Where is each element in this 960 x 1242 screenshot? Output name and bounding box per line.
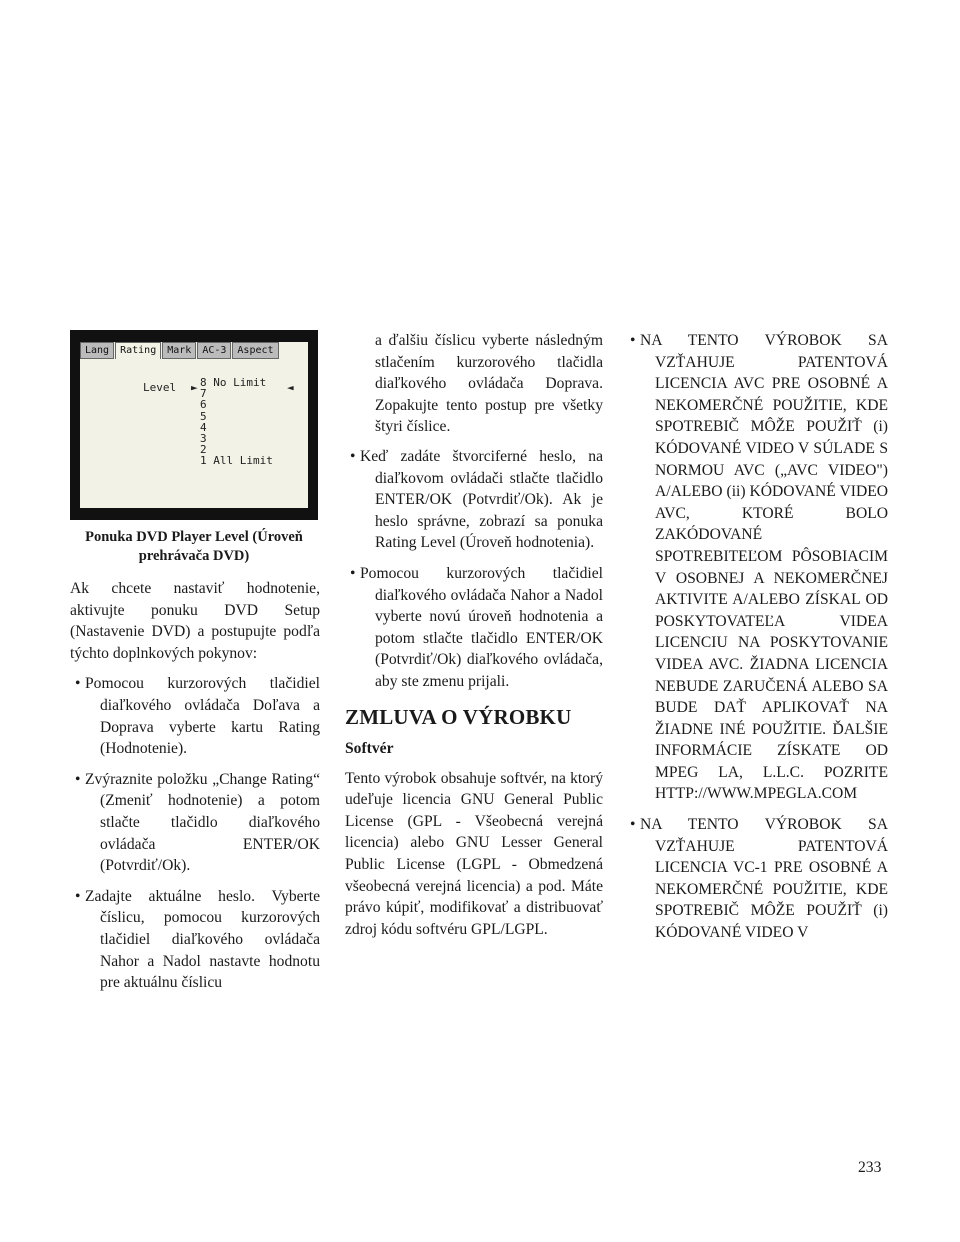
level-item: 6 bbox=[200, 398, 207, 412]
tab-ac3: AC-3 bbox=[197, 342, 231, 359]
list-item: • Keď zadáte štvorciferné heslo, na diaľkovom ovládači stlačte tlačidlo ENTER/OK (Potvrdiť/Ok). Ak je heslo správne, zobrazí sa ponuka Rating Level (Úroveň hodnotenia). bbox=[345, 446, 603, 554]
page-number: 233 bbox=[858, 1159, 882, 1176]
level-item: 3 bbox=[200, 432, 207, 446]
figure-caption: Ponuka DVD Player Level (Úroveň prehrávača DVD) bbox=[85, 529, 303, 564]
tab-mark: Mark bbox=[162, 342, 196, 359]
level-list bbox=[200, 377, 273, 467]
license-list bbox=[625, 330, 888, 944]
level-item: 1 All Limit bbox=[200, 454, 273, 468]
list-item-continuation: a ďalšiu číslicu vyberte následným stlačením kurzorového tlačidla diaľkového ovládača Doprava. Zopakujte tento postup pre všetky štyri číslice. bbox=[375, 332, 603, 436]
tab-lang: Lang bbox=[80, 342, 114, 359]
level-label: Level bbox=[143, 381, 177, 394]
selector-right-icon: ► bbox=[191, 381, 198, 394]
instruction-list bbox=[70, 673, 320, 993]
dvd-screen-panel bbox=[80, 342, 308, 508]
selector-left-icon: ◄ bbox=[287, 381, 294, 394]
level-item: 2 bbox=[200, 443, 207, 457]
list-item: • Zvýraznite položku „Change Rating“ (Zmeniť hodnotenie) a potom stlačte tlačidlo diaľkového ovládača ENTER/OK (Potvrdiť/Ok). bbox=[70, 769, 320, 877]
level-item: 4 bbox=[200, 420, 207, 434]
left-column bbox=[70, 330, 320, 1003]
software-paragraph: Tento výrobok obsahuje softvér, na ktorý udeľuje licencia GNU General Public License (GPL - Všeobecná verejná licencia) alebo GNU Lesser General Public License (LGPL - Obmedzená všeobecná verejná licencia) a pod. Máte právo kúpiť, modifikovať a distribuovať zdroj kódu softvéru GPL/LGPL. bbox=[345, 769, 603, 938]
list-item: • NA TENTO VÝROBOK SA VZŤAHUJE PATENTOVÁ LICENCIA VC-1 PRE OSOBNÉ A NEKOMERČNÉ POUŽITIE, KDE SPOTREBIČ MÔŽE POUŽIŤ (i) KÓDOVANÉ VIDEO V bbox=[625, 814, 888, 944]
list-item: • Pomocou kurzorových tlačidiel diaľkového ovládača Nahor a Nadol vyberte novú úroveň hodnotenia a potom stlačte tlačidlo ENTER/OK (Potvrdiť/Ok) diaľkového ovládača, aby ste zmenu prijali. bbox=[345, 563, 603, 693]
level-item: 7 bbox=[200, 387, 207, 401]
list-item: • Pomocou kurzorových tlačidiel diaľkového ovládača Doľava a Doprava vyberte kartu Rating (Hodnotenie). bbox=[70, 673, 320, 759]
level-item: 5 bbox=[200, 409, 207, 423]
instruction-list-continued bbox=[345, 446, 603, 693]
list-item: • NA TENTO VÝROBOK SA VZŤAHUJE PATENTOVÁ LICENCIA AVC PRE OSOBNÉ A NEKOMERČNÉ POUŽITIE, KDE SPOTREBIČ MÔŽE POUŽIŤ (i) KÓDOVANÉ VIDEO V SÚLADE S NORMOU AVC („AVC VIDEO") A/ALEBO (ii) KÓDOVANÉ VIDEO AVC, KTORÉ BOLO ZAKÓDOVANÉ SPOTREBITEĽOM PÔSOBIACIM V OSOBNEJ A NEKOMERČNEJ AKTIVITE A/ALEBO ZÍSKAL OD POSKYTOVATEĽA VIDEA LICENCIU NA POSKYTOVANIE VIDEA AVC. ŽIADNA LICENCIA NEBUDE ZARUČENÁ ALEBO SA BUDE DAŤ APLIKOVAŤ NA ŽIADNE INÉ POUŽITIE. ĎALŠIE INFORMÁCIE ZÍSKATE OD MPEG LA, L.L.C. POZRITE HTTP://WWW.MPEGLA.COM bbox=[625, 330, 888, 805]
subsection-heading: Softvér bbox=[345, 740, 394, 758]
right-column bbox=[625, 330, 888, 953]
dvd-tab-bar bbox=[80, 342, 308, 359]
tab-aspect: Aspect bbox=[232, 342, 278, 359]
section-heading: ZMLUVA O VÝROBKU bbox=[345, 704, 572, 729]
intro-paragraph: Ak chcete nastaviť hodnotenie, aktivujte ponuku DVD Setup (Nastavenie DVD) a postupujte podľa týchto doplnkových pokynov: bbox=[70, 580, 320, 662]
dvd-rating-screen bbox=[70, 330, 318, 520]
middle-column bbox=[345, 330, 603, 949]
tab-rating: Rating bbox=[115, 342, 161, 359]
list-item: • Zadajte aktuálne heslo. Vyberte číslicu, pomocou kurzorových tlačidiel diaľkového ovládača Nahor a Nadol nastavte hodnotu pre aktuálnu číslicu bbox=[70, 886, 320, 994]
level-item: 8 No Limit bbox=[200, 376, 267, 389]
